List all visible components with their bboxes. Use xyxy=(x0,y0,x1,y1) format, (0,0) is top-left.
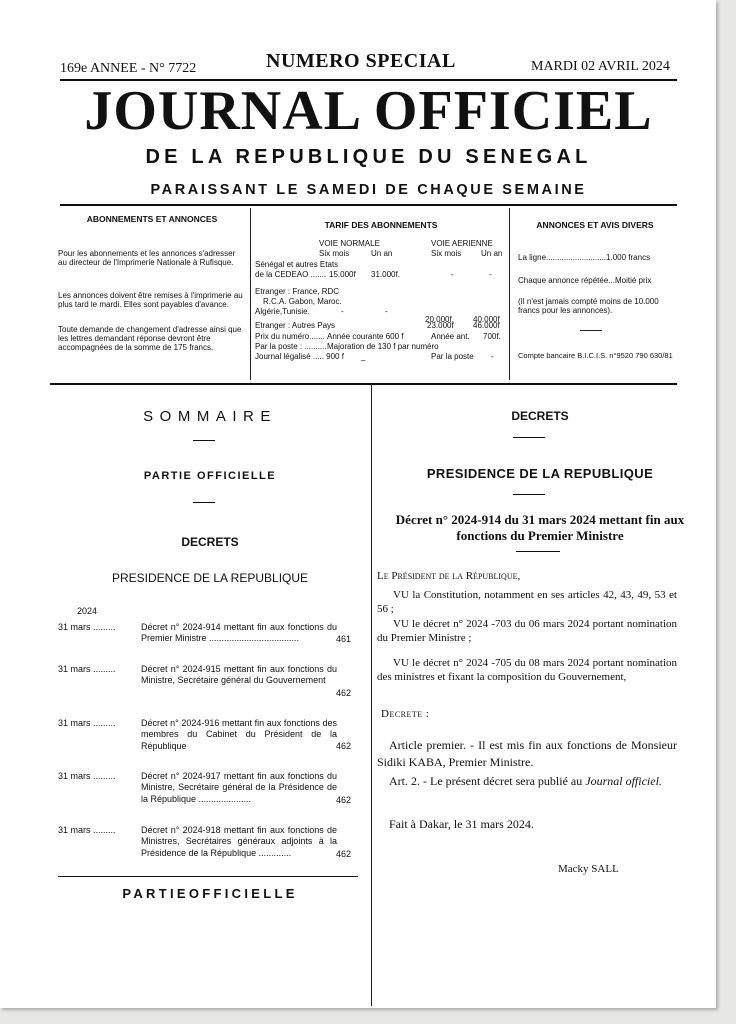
annonce-repetee: Chaque annonce répétée...Moitié prix xyxy=(518,276,652,285)
divider xyxy=(513,494,545,495)
toc-entry-text: Décret n° 2024-914 mettant fin aux fonctions du Premier Ministre .................................... xyxy=(141,622,337,644)
toc-entry-text: Décret n° 2024-916 mettant fin aux fonctions des membres du Cabinet du Président de la République xyxy=(141,718,337,751)
prix-annee-ant-value: 700f. xyxy=(483,331,501,341)
row-etranger-label-2: R.C.A. Gabon, Maroc. xyxy=(263,296,342,306)
prix-numero-label: Prix du numéro....... xyxy=(255,331,325,341)
autres-pays-air-6: 23.000f xyxy=(427,321,454,331)
annonce-ligne-label: La ligne xyxy=(518,253,547,262)
etranger-air-12: 40.000f xyxy=(473,314,500,324)
annonces-title: ANNONCES ET AVIS DIVERS xyxy=(536,220,654,230)
sommaire-decrets-heading: DECRETS xyxy=(181,535,239,549)
toc-entry-page: 461 xyxy=(336,634,352,644)
compte-bancaire: Compte bancaire B.I.C.I.S. n°9520 790 630/81 xyxy=(518,351,673,360)
divider xyxy=(58,876,358,877)
issue-date: MARDI 02 AVRIL 2024 xyxy=(531,59,670,74)
divider xyxy=(516,551,560,552)
decree-signature: Macky SALL xyxy=(558,863,619,875)
senegal-normal-12: 31.000f. xyxy=(371,270,400,280)
row-etranger-label: Etranger : France, RDC xyxy=(255,286,340,296)
legal-poste-value: - xyxy=(491,352,494,362)
voie-normale-header: VOIE NORMALE xyxy=(319,239,380,248)
divider xyxy=(193,440,215,441)
decrete-label: Decrete : xyxy=(381,708,430,720)
toc-entry-page: 462 xyxy=(336,849,352,859)
abonnements-text-3: Toute demande de changement d'adresse ainsi que les lettres demandant réponse devront être accompagnées de la somme de 175 francs. xyxy=(58,325,242,353)
sommaire-title: SOMMAIRE xyxy=(143,408,277,425)
toc-entry-date: 31 mars ......... xyxy=(58,771,116,781)
publication-frequency: PARAISSANT LE SAMEDI DE CHAQUE SEMAINE xyxy=(150,182,587,198)
annonce-divider xyxy=(580,330,602,331)
annonce-ligne-value: 1.000 francs xyxy=(606,253,651,262)
voie-aerienne-header: VOIE AERIENNE xyxy=(431,239,493,248)
toc-entry-page: 462 xyxy=(336,741,352,751)
column-separator xyxy=(371,384,372,1006)
toc-entry-date: 31 mars ......... xyxy=(58,718,116,728)
toc-entry-text: Décret n° 2024-917 mettant fin aux fonctions du Ministre, Secrétaire général de la Présidence de la République ..................... xyxy=(141,771,337,804)
journal-officiel-italic: Journal officiel. xyxy=(585,774,662,788)
senegal-air-12: - xyxy=(489,270,492,280)
divider xyxy=(513,437,545,438)
legal-poste-label: Par la poste xyxy=(431,352,474,362)
decree-vu-3: VU le décret n° 2024 -705 du 08 mars 2024 portant nomination des ministres et fixant la composition du Gouvernement, xyxy=(377,657,677,683)
col-un-an-air: Un an xyxy=(481,249,503,259)
etranger-normal-6: - xyxy=(341,307,344,317)
decree-place-date: Fait à Dakar, le 31 mars 2024. xyxy=(389,817,534,831)
decree-vu-1: VU la Constitution, notamment en ses articles 42, 43, 49, 53 et 56 ; xyxy=(377,589,677,615)
annonce-minimum-note: (Il n'est jamais compté moins de 10.000 francs pour les annonces). xyxy=(518,297,659,316)
section-rule xyxy=(50,383,677,385)
toc-entry-date: 31 mars ......... xyxy=(58,622,116,632)
decree-article-2 xyxy=(377,773,677,790)
abonnements-text-1: Pour les abonnements et les annonces s'adresser au directeur de l'Imprimerie Nationale à Rufisque. xyxy=(58,249,236,268)
tarif-table xyxy=(255,239,507,363)
toc-entry-text: Décret n° 2024-915 mettant fin aux fonctions du Ministre, Secrétaire général du Gouvernement xyxy=(141,664,337,686)
senegal-air-6: - xyxy=(451,270,454,280)
autres-pays-air-12: 46.000f xyxy=(473,321,500,331)
journal-title: JOURNAL OFFICIEL xyxy=(84,80,653,142)
annonce-ligne xyxy=(518,253,668,262)
prix-annee-courante: Année courante 600 f xyxy=(327,331,404,341)
divider xyxy=(193,502,215,503)
masthead-rule xyxy=(60,204,677,206)
toc-entry-date: 31 mars ......... xyxy=(58,664,116,674)
journal-subtitle: DE LA REPUBLIQUE DU SENEGAL xyxy=(145,146,592,168)
par-la-poste-label: Par la poste : .......... xyxy=(255,341,327,351)
col-six-mois: Six mois xyxy=(319,249,350,259)
special-issue-label: NUMERO SPECIAL xyxy=(266,50,456,72)
box-separator xyxy=(509,208,510,380)
decree-president-line: Le Président de la République, xyxy=(377,570,521,582)
journal-legalise: Journal légalisé ..... 900 f xyxy=(255,352,344,362)
col-six-mois-air: Six mois xyxy=(431,249,462,259)
row-etranger-label-3: Algérie,Tunisie. xyxy=(255,307,310,317)
row-senegal-label: Sénégal et autres Etats xyxy=(255,259,339,269)
legal-dash: _ xyxy=(361,352,366,362)
majoration-text: Majoration de 130 f par numéro xyxy=(327,341,439,351)
sommaire-presidence-heading: PRESIDENCE DE LA REPUBLIQUE xyxy=(111,571,309,585)
issue-number: 169e ANNEE - N° 7722 xyxy=(60,61,197,76)
abonnements-title: ABONNEMENTS ET ANNONCES xyxy=(86,214,218,224)
annonce-ligne-dots: ........................... xyxy=(546,253,607,262)
toc-year: 2024 xyxy=(77,606,98,616)
row-senegal-label-2: de la CEDEAO ....... xyxy=(255,270,327,280)
decrets-heading: DECRETS xyxy=(511,409,569,423)
decree-article-1: Article premier. - Il est mis fin aux fonctions de Monsieur Sidiki KABA, Premier Ministre. xyxy=(377,738,677,769)
decree-title: Décret n° 2024-914 du 31 mars 2024 mettant fin aux fonctions du Premier Ministre xyxy=(395,512,685,543)
presidence-heading: PRESIDENCE DE LA REPUBLIQUE xyxy=(426,466,654,481)
col-un-an: Un an xyxy=(371,249,393,259)
partie-officielle-footer: PARTIEOFFICIELLE xyxy=(122,886,298,901)
etranger-normal-12: - xyxy=(385,307,388,317)
senegal-normal-6: 15.000f xyxy=(329,270,356,280)
toc-entry-page: 462 xyxy=(336,688,352,698)
etranger-air-6: 20.000f. xyxy=(425,314,454,324)
abonnements-text-2: Les annonces doivent être remises à l'imprimerie au plus tard le mardi. Elles sont payables d'avance. xyxy=(58,291,243,310)
toc-entry-text: Décret n° 2024-918 mettant fin aux fonctions de Ministres, Secrétaires généraux adjoints à la Présidence de la République ............. xyxy=(141,825,337,858)
toc-entry-date: 31 mars ......... xyxy=(58,825,116,835)
decree-vu-2: VU le décret n° 2024 -703 du 06 mars 2024 portant nomination du Premier Ministre ; xyxy=(377,618,677,644)
article-2-text: Art. 2. - Le présent décret sera publié au xyxy=(389,774,586,788)
prix-annee-ant-label: Année ant. xyxy=(431,331,470,341)
tarif-title: TARIF DES ABONNEMENTS xyxy=(324,220,438,230)
box-separator xyxy=(250,208,251,380)
row-autres-pays-label: Etranger : Autres Pays xyxy=(255,321,336,331)
partie-officielle-heading: PARTIE OFFICIELLE xyxy=(143,470,277,482)
toc-entry-page: 462 xyxy=(336,795,352,805)
